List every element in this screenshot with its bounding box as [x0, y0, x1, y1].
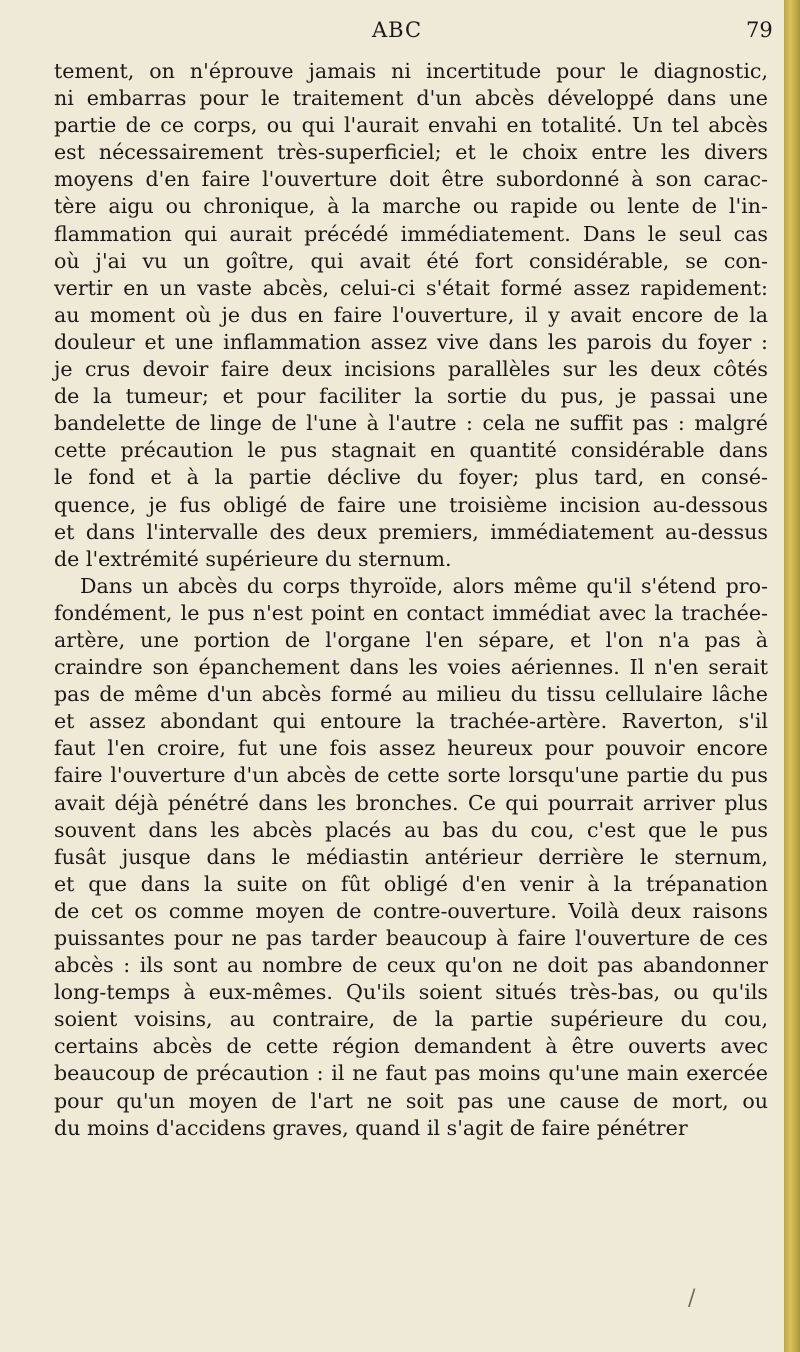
- text-line: et assez abondant qui entoure la trachée-artère. Raverton, s'il: [54, 709, 768, 734]
- text-line: artère, une portion de l'organe l'en sépare, et l'on n'a pas à: [54, 627, 768, 652]
- running-head: ABC: [372, 18, 423, 42]
- text-line: cette précaution le pus stagnait en quantité considérable dans: [54, 438, 768, 463]
- text-line: est nécessairement très-superficiel; et le choix entre les divers: [54, 140, 768, 165]
- text-line: craindre son épanchement dans les voies aériennes. Il n'en serait: [54, 655, 768, 680]
- text-line: abcès : ils sont au nombre de ceux qu'on ne doit pas abandonner: [54, 953, 768, 978]
- text-line: le fond et à la partie déclive du foyer; plus tard, en consé-: [54, 465, 768, 490]
- text-line: partie de ce corps, ou qui l'aurait envahi en totalité. Un tel abcès: [54, 113, 768, 138]
- text-line: certains abcès de cette région demandent à être ouverts avec: [54, 1034, 768, 1059]
- text-line: tement, on n'éprouve jamais ni incertitude pour le diagnostic,: [54, 59, 768, 83]
- text-line: du moins d'accidens graves, quand il s'agit de faire pénétrer: [54, 1115, 688, 1140]
- text-line: vertir en un vaste abcès, celui-ci s'était formé assez rapidement:: [54, 275, 768, 300]
- text-line: je crus devoir faire deux incisions parallèles sur les deux côtés: [54, 357, 768, 382]
- text-line: bandelette de linge de l'une à l'autre : cela ne suffit pas : malgré: [54, 411, 768, 436]
- text-line: souvent dans les abcès placés au bas du cou, c'est que le pus: [54, 817, 768, 842]
- text-line: ni embarras pour le traitement d'un abcès développé dans une: [54, 86, 768, 111]
- text-line: soient voisins, au contraire, de la partie supérieure du cou,: [54, 1007, 768, 1032]
- stray-mark: /: [688, 1286, 696, 1311]
- text-line: flammation qui aurait précédé immédiatement. Dans le seul cas: [54, 221, 768, 246]
- text-line: faut l'en croire, fut une fois assez heureux pour pouvoir encore: [54, 736, 768, 761]
- text-line: fusât jusque dans le médiastin antérieur derrière le sternum,: [54, 844, 768, 869]
- text-line: de l'extrémité supérieure du sternum.: [54, 546, 452, 571]
- text-line: et dans l'intervalle des deux premiers, immédiatement au-dessus: [54, 519, 768, 544]
- text-line: douleur et une inflammation assez vive dans les parois du foyer :: [54, 329, 768, 354]
- text-line: Dans un abcès du corps thyroïde, alors même qu'il s'étend pro-: [80, 573, 768, 598]
- body-text: [54, 58, 768, 1142]
- text-line: puissantes pour ne pas tarder beaucoup à faire l'ouverture de ces: [54, 926, 768, 950]
- text-line: de la tumeur; et pour faciliter la sortie du pus, je passai une: [54, 384, 768, 409]
- text-line: pour qu'un moyen de l'art ne soit pas une cause de mort, ou: [54, 1088, 768, 1113]
- text-line: pas de même d'un abcès formé au milieu du tissu cellulaire lâche: [54, 682, 768, 707]
- text-line: tère aigu ou chronique, à la marche ou rapide ou lente de l'in-: [54, 194, 768, 219]
- text-line: quence, je fus obligé de faire une troisième incision au-dessous: [54, 492, 768, 517]
- text-line: avait déjà pénétré dans les bronches. Ce qui pourrait arriver plus: [54, 790, 768, 815]
- text-line: au moment où je dus en faire l'ouverture, il y avait encore de la: [54, 302, 768, 327]
- text-line: et que dans la suite on fût obligé d'en venir à la trépanation: [54, 871, 768, 896]
- text-line: beaucoup de précaution : il ne faut pas moins qu'une main exercée: [54, 1061, 768, 1086]
- page-number: 79: [746, 18, 773, 42]
- text-line: fondément, le pus n'est point en contact immédiat avec la trachée-: [54, 600, 768, 625]
- page-header: [0, 14, 784, 44]
- text-line: long-temps à eux-mêmes. Qu'ils soient situés très-bas, ou qu'ils: [54, 980, 768, 1005]
- page-edge: [784, 0, 800, 1352]
- text-line: où j'ai vu un goître, qui avait été fort considérable, se con-: [54, 248, 768, 273]
- text-line: faire l'ouverture d'un abcès de cette sorte lorsqu'une partie du pus: [54, 763, 768, 788]
- text-line: moyens d'en faire l'ouverture doit être subordonné à son carac-: [54, 167, 768, 192]
- text-line: de cet os comme moyen de contre-ouverture. Voilà deux raisons: [54, 898, 768, 923]
